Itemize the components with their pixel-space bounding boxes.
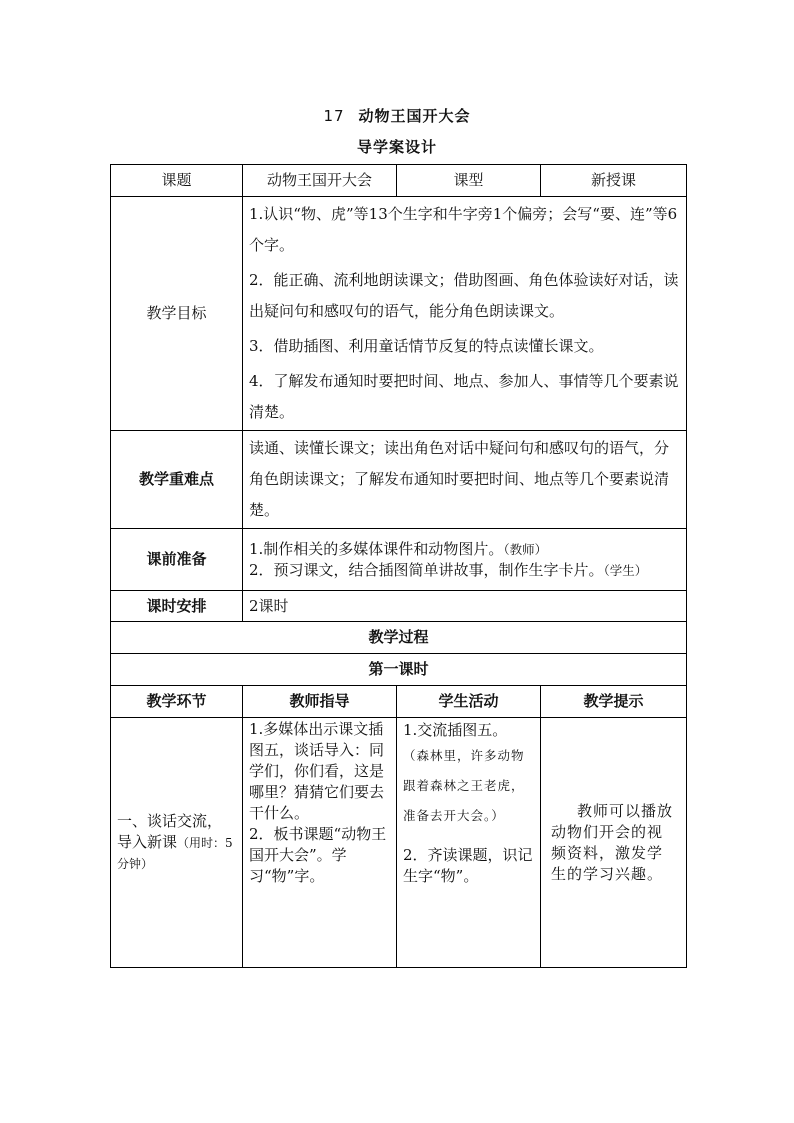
prep-cell [243,529,687,591]
spacer [403,831,534,845]
prep-row [111,529,687,591]
topic-value: 动物王国开大会 [243,165,397,197]
column-header-row [111,686,687,718]
objective-item: 3．借助插图、利用童话情节反复的特点读懂长课文。 [249,337,604,355]
keypoints-text: 读通、读懂长课文；读出角色对话中疑问句和感叹句的语气，分角色朗读课文；了解发布通知时要把时间、地点等几个要素说清楚。 [249,439,670,519]
schedule-value: 2课时 [243,591,687,622]
objective-item: 2．能正确、流利地朗读课文；借助图画、角色体验读好对话，读出疑问句和感叹句的语气，能分角色朗读课文。 [249,271,679,320]
type-label: 课型 [397,165,541,197]
stage-text: 一、谈话交流，导入新课 [117,812,223,851]
prep-label: 课前准备 [111,529,243,591]
column-header-tip: 教学提示 [541,686,687,718]
objectives-row [111,197,687,431]
student-step: 2．齐读课题，识记生字“物”。 [403,846,533,885]
keypoints-label: 教学重难点 [111,431,243,529]
process-row [111,718,687,968]
topic-label: 课题 [111,165,243,197]
column-header-teacher: 教师指导 [243,686,397,718]
process-title: 教学过程 [111,622,687,654]
objectives-cell [243,197,687,431]
column-header-stage: 教学环节 [111,686,243,718]
objective-item: 4．了解发布通知时要把时间、地点、参加人、事情等几个要素说清楚。 [249,372,679,421]
lesson-title-text: 动物王国开大会 [358,107,471,125]
type-value: 新授课 [541,165,687,197]
objective-item: 1.认识“物、虎”等13个生字和牛字旁1个偏旁；会写“要、连”等6个字。 [249,205,678,254]
prep-item-text: 2．预习课文，结合插图简单讲故事，制作生字卡片。 [249,560,604,579]
objectives-label: 教学目标 [111,197,243,431]
lesson-plan-table [110,164,687,968]
schedule-label: 课时安排 [111,591,243,622]
process-stage [111,718,243,968]
topic-row [111,165,687,197]
prep-item [249,539,680,560]
document-subtitle: 导学案设计 [356,138,437,156]
teacher-step: 2．板书课题“动物王国开大会”。学习“物”字。 [249,825,387,885]
teacher-guidance [243,718,397,968]
prep-item-text: 1.制作相关的多媒体课件和动物图片。 [249,539,504,558]
schedule-row [111,591,687,622]
stage-time: （用时：5分钟） [117,836,233,871]
prep-item-note: （学生） [603,562,648,578]
student-activity [397,718,541,968]
teaching-tip: 教师可以播放动物们开会的视频资料，激发学生的学习兴趣。 [541,718,687,968]
keypoints-cell [243,431,687,529]
prep-item-note: （教师） [503,541,548,557]
column-header-student: 学生活动 [397,686,541,718]
teacher-step: 1.多媒体出示课文插图五，谈话导入：同学们，你们看，这是哪里？猜猜它们要去干什么。 [249,720,385,822]
period-title-row [111,654,687,686]
keypoints-row [111,431,687,529]
lesson-title [0,105,794,126]
lesson-number: 17 [323,107,345,125]
prep-item [249,560,680,581]
period-title: 第一课时 [111,654,687,686]
student-step: 1.交流插图五。 [403,721,508,739]
student-step-note: （森林里，许多动物跟着森林之王老虎，准备去开大会。） [403,748,525,823]
process-title-row [111,622,687,654]
